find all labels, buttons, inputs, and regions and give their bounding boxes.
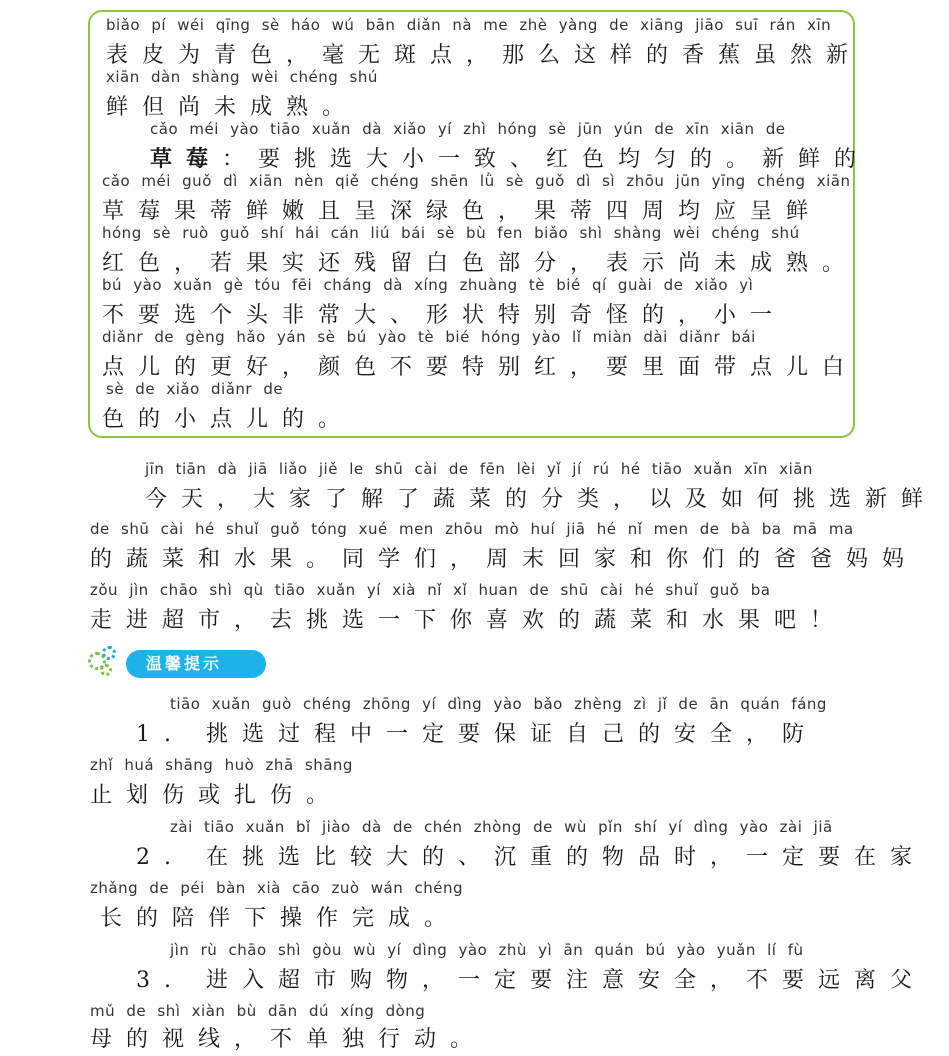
pinyin-line: zǒu jìn chāo shì qù tiāo xuǎn yí xià nǐ xǐ huan de shū cài hé shuǐ guǒ ba xyxy=(90,581,771,599)
pinyin-line: jīn tiān dà jiā liǎo jiě le shū cài de fēn lèi yǐ jí rú hé tiāo xuǎn xīn xiān xyxy=(145,460,813,478)
pinyin-line: xiān dàn shàng wèi chéng shú xyxy=(106,68,378,86)
text-line: 不要选个头非常大、形状特别奇怪的，小一 xyxy=(102,303,787,328)
pinyin-line: zhǎng de péi bàn xià cāo zuò wán chéng xyxy=(90,879,464,897)
text-line: 今天，大家了解了蔬菜的分类，以及如何挑选新鲜 xyxy=(145,487,938,512)
text-line: 鲜但尚未成熟。 xyxy=(106,95,359,120)
tips-header xyxy=(86,646,266,680)
pinyin-line: biǎo pí wéi qīng sè háo wú bān diǎn nà me zhè yàng de xiāng jiāo suī rán xīn xyxy=(106,16,832,34)
pinyin-line: tiāo xuǎn guò chéng zhōng yí dìng yào bǎo zhèng zì jǐ de ān quán fáng xyxy=(170,695,827,713)
pinyin-line: diǎnr de gèng hǎo yán sè bú yào tè bié hóng yào lǐ miàn dài diǎnr bái xyxy=(102,328,756,346)
tip-item-3: 3. 进入超市购物，一定要注意安全，不要远离父 xyxy=(136,968,926,993)
text-line: 的蔬菜和水果。同学们，周末回家和你们的爸爸妈妈 xyxy=(90,547,919,572)
pinyin-line: bú yào xuǎn gè tóu fēi cháng dà xíng zhuàng tè bié qí guài de xiǎo yì xyxy=(102,276,754,294)
text-line: 止划伤或扎伤。 xyxy=(90,783,343,808)
text-line: 点儿的更好，颜色不要特别红，要里面带点儿白 xyxy=(102,355,859,380)
gear-icon xyxy=(100,664,112,676)
strawberry-heading: 草莓 xyxy=(150,146,223,172)
text-line xyxy=(150,142,870,173)
pinyin-line: jìn rù chāo shì gòu wù yí dìng yào zhù yì ān quán bú yào yuǎn lí fù xyxy=(170,941,804,959)
pinyin-line: zhǐ huá shāng huò zhā shāng xyxy=(90,756,353,774)
text-line: 草莓果蒂鲜嫩且呈深绿色，果蒂四周均应呈鲜 xyxy=(102,199,823,224)
strawberry-text: ：要挑选大小一致、红色均匀的。新鲜的 xyxy=(222,147,871,172)
tip-item-2: 2. 在挑选比较大的、沉重的物品时，一定要在家 xyxy=(136,845,926,870)
pinyin-line: cǎo méi guǒ dì xiān nèn qiě chéng shēn lǜ sè guǒ dì sì zhōu jūn yīng chéng xiān xyxy=(102,172,851,190)
tips-header-label: 温馨提示 xyxy=(126,650,266,678)
pinyin-line: sè de xiǎo diǎnr de xyxy=(106,380,284,398)
text-line: 色的小点儿的。 xyxy=(102,407,355,432)
tip-item-1: 1. 挑选过程中一定要保证自己的安全，防 xyxy=(136,722,818,747)
text-line: 母的视线，不单独行动。 xyxy=(90,1027,487,1052)
pinyin-line: zài tiāo xuǎn bǐ jiào dà de chén zhòng de wù pǐn shí yí dìng yào zài jiā xyxy=(170,818,833,836)
pinyin-line: de shū cài hé shuǐ guǒ tóng xué men zhōu mò huí jiā hé nǐ men de bà ba mā ma xyxy=(90,520,854,538)
text-line: 表皮为青色，毫无斑点，那么这样的香蕉虽然新 xyxy=(106,43,863,68)
text-line: 走进超市，去挑选一下你喜欢的蔬菜和水果吧！ xyxy=(90,608,847,633)
text-line: 红色，若果实还残留白色部分，表示尚未成熟。 xyxy=(102,251,859,276)
text-line: 长的陪伴下操作完成。 xyxy=(100,906,461,931)
gear-icon xyxy=(102,646,116,660)
pinyin-line: mǔ de shì xiàn bù dān dú xíng dòng xyxy=(90,1002,426,1020)
pinyin-line: cǎo méi yào tiāo xuǎn dà xiǎo yí zhì hóng sè jūn yún de xīn xiān de xyxy=(150,120,786,138)
pinyin-line: hóng sè ruò guǒ shí hái cán liú bái sè bù fen biǎo shì shàng wèi chéng shú xyxy=(102,224,800,242)
